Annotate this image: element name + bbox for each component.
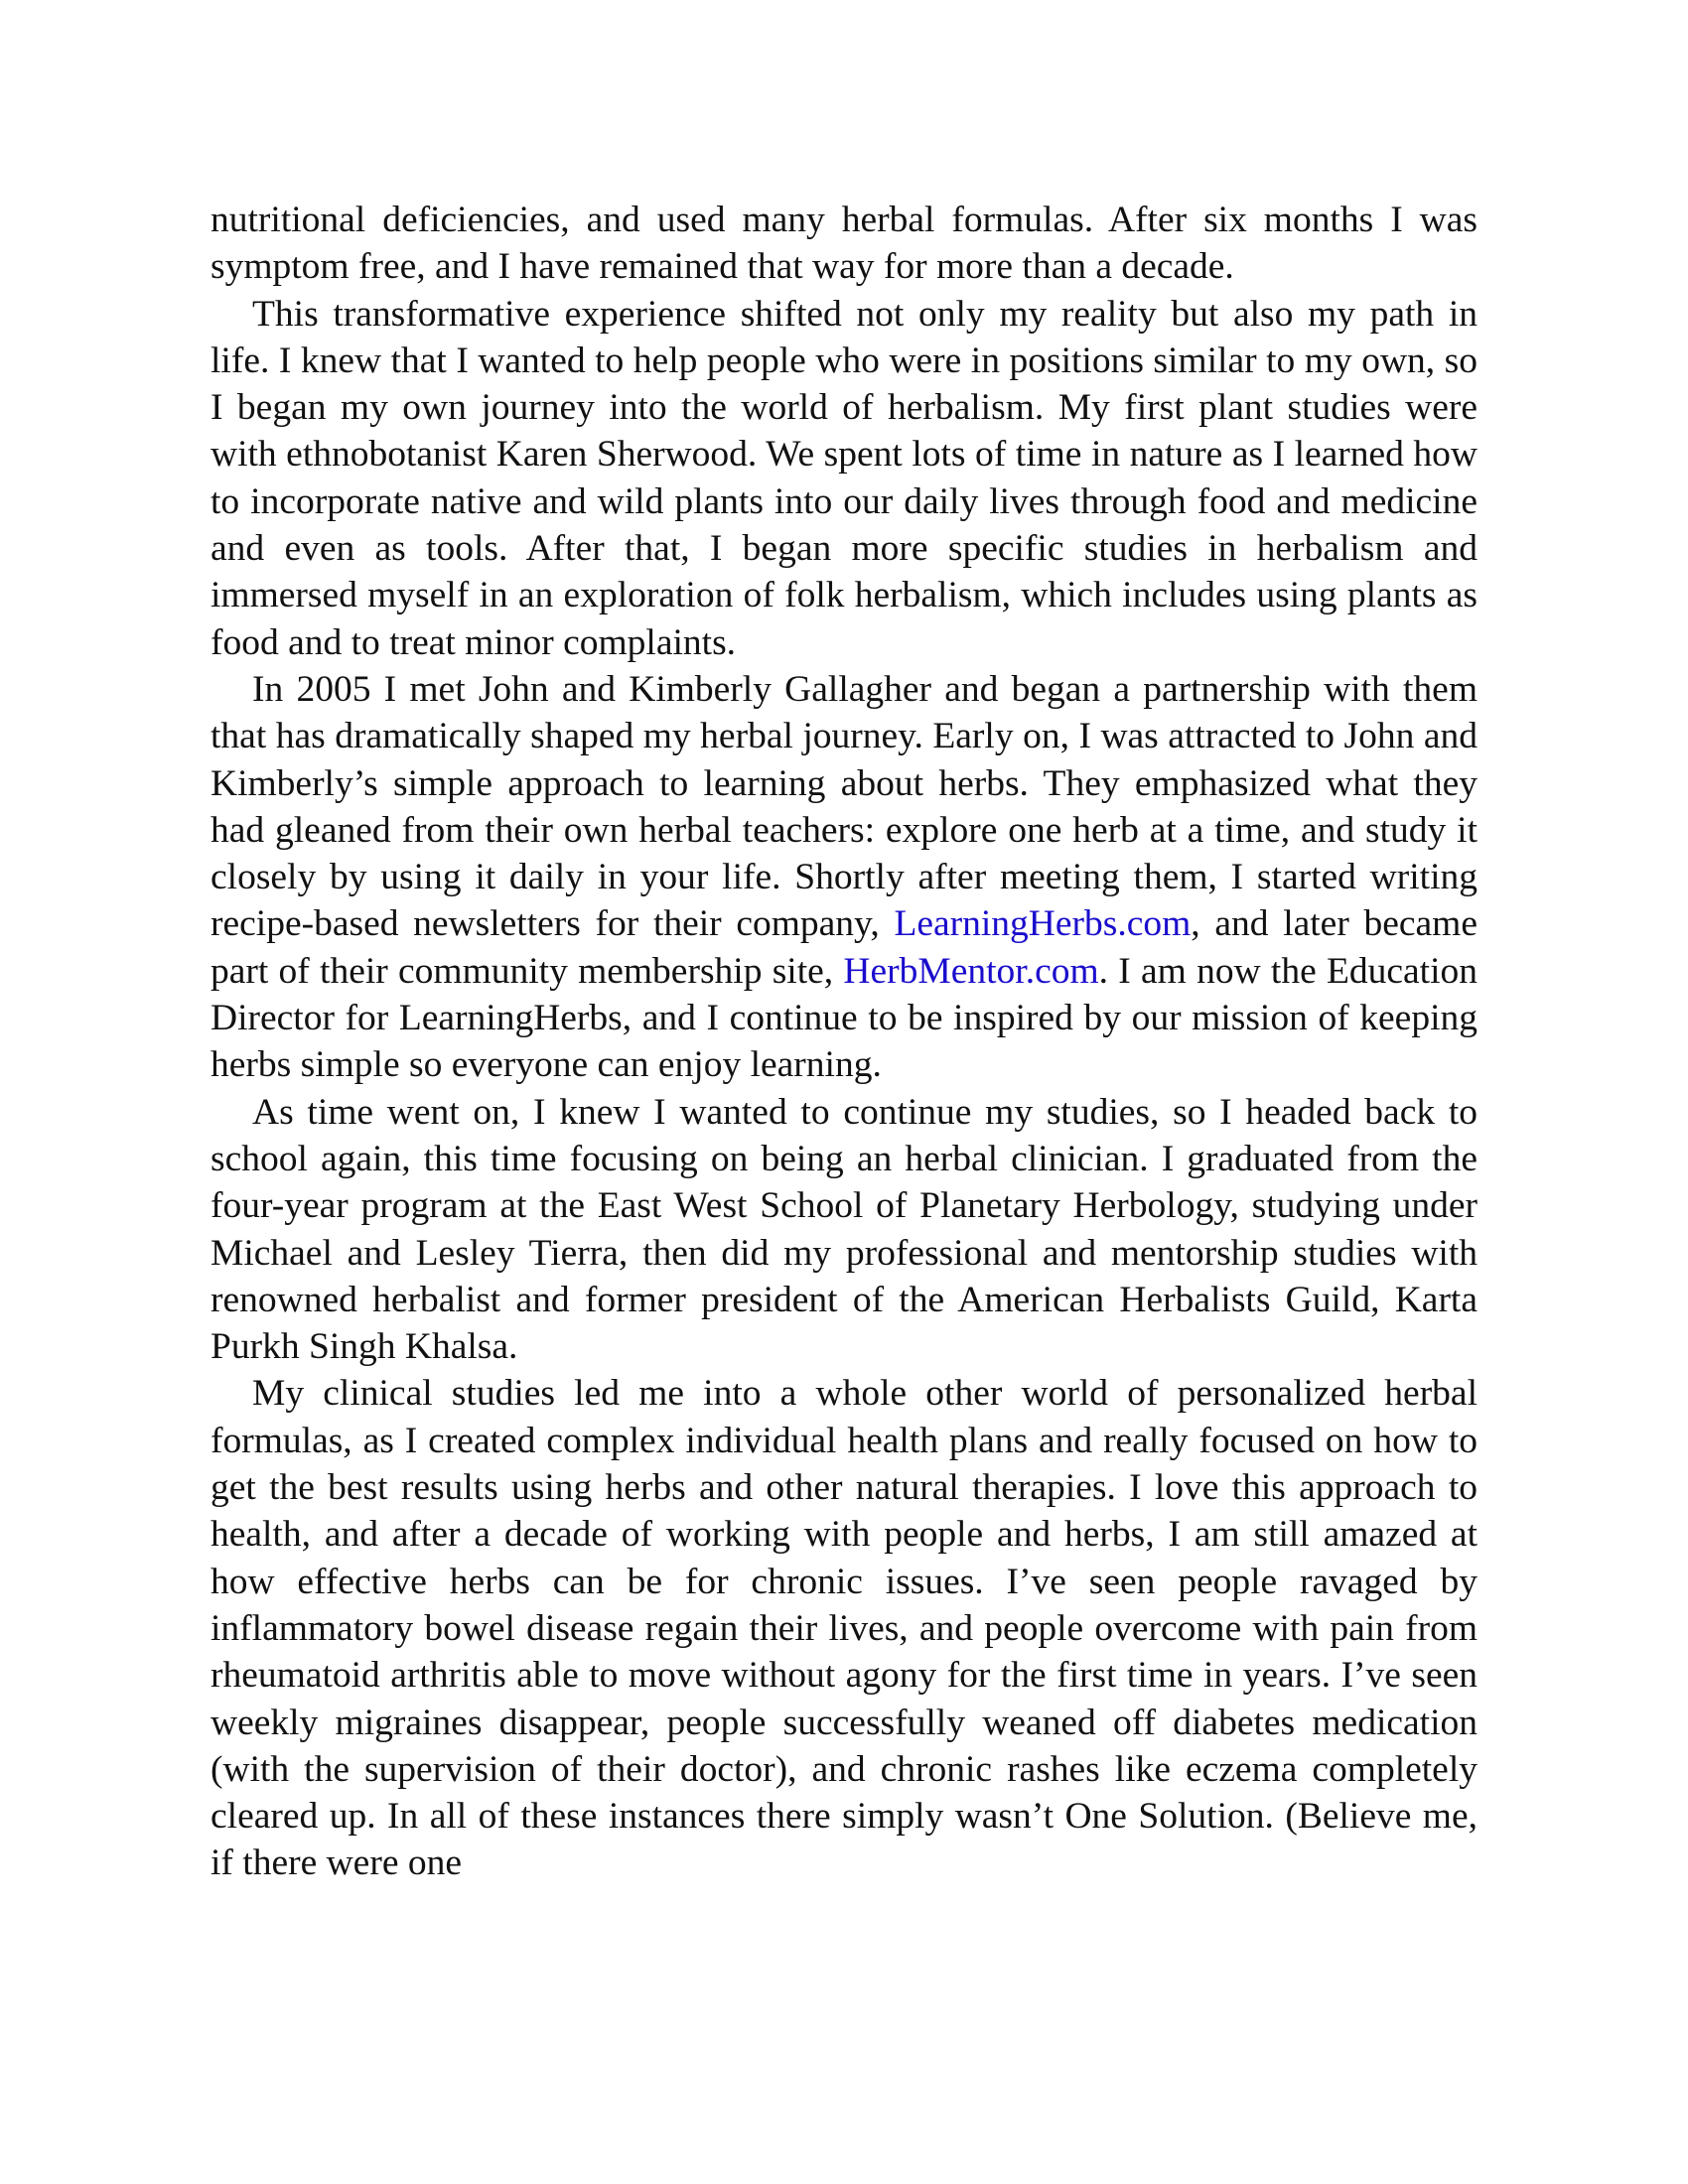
- paragraph-3: [211, 666, 1477, 1089]
- learningherbs-link[interactable]: LearningHerbs.com: [894, 903, 1192, 945]
- paragraph-3-text-c: . I am now the Education Director for LearningHerbs, and I continue to be inspired by our mission of keeping herbs simple so everyone can enjoy learning.: [211, 950, 1477, 1086]
- paragraph-1: nutritional deficiencies, and used many herbal formulas. After six months I was symptom free, and I have remained that way for more than a decade.: [211, 200, 1477, 288]
- paragraph-3-text-a: In 2005 I met John and Kimberly Gallagher and began a partnership with them that has dramatically shaped my herbal journey. Early on, I was attracted to John and Kimberly’s simple approach to learning about herbs. They emphasized what they had gleaned from their own herbal teachers: explore one herb at a time, and study it closely by using it daily in your life. Shortly after meeting them, I started writing recipe-based newsletters for their company,: [211, 668, 1477, 945]
- paragraph-2: This transformative experience shifted not only my reality but also my path in life. I knew that I wanted to help people who were in positions similar to my own, so I began my own journey into the world of herbalism. My first plant studies were with ethnobotanist Karen Sherwood. We spent lots of time in nature as I learned how to incorporate native and wild plants into our daily lives through food and medicine and even as tools. After that, I began more specific studies in herbalism and immersed myself in an exploration of folk herbalism, which includes using plants as food and to treat minor complaints.: [211, 293, 1477, 663]
- paragraph-5: My clinical studies led me into a whole other world of personalized herbal formulas, as I created complex individual health plans and really focused on how to get the best results using herbs and other natural therapies. I love this approach to health, and after a decade of working with people and herbs, I am still amazed at how effective herbs can be for chronic issues. I’ve seen people ravaged by inflammatory bowel disease regain their lives, and people overcome with pain from rheumatoid arthritis able to move without agony for the first time in years. I’ve seen weekly migraines disappear, people successfully weaned off diabetes medication (with the supervision of their doctor), and chronic rashes like eczema completely cleared up. In all of these instances there simply wasn’t One Solution. (Believe me, if there were one: [211, 1373, 1477, 1884]
- paragraph-3-text-b: , and later became part of their community membership site,: [211, 903, 1477, 992]
- paragraph-4: As time went on, I knew I wanted to continue my studies, so I headed back to school again, this time focusing on being an herbal clinician. I graduated from the four-year program at the East West School of Planetary Herbology, studying under Michael and Lesley Tierra, then did my professional and mentorship studies with renowned herbalist and former president of the American Herbalists Guild, Karta Purkh Singh Khalsa.: [211, 1091, 1477, 1368]
- herbmentor-link[interactable]: HerbMentor.com: [843, 950, 1099, 992]
- page-body: [211, 197, 1477, 1887]
